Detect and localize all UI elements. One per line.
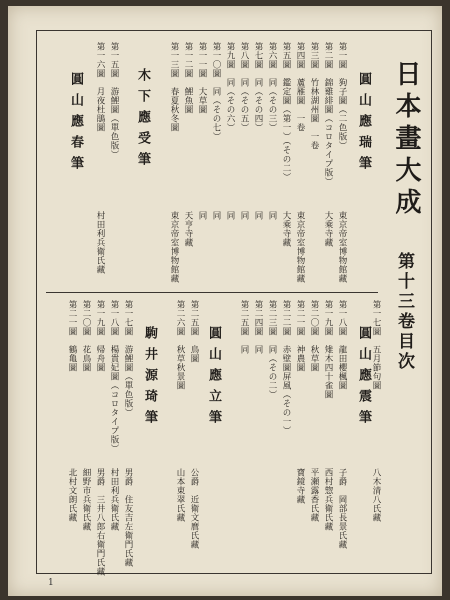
- komai-plate-18: 第一八圖 楊貴妃圖（コロタイプ版）: [109, 300, 119, 453]
- oshin-owner-4: 平瀬露香氏藏: [309, 468, 319, 522]
- owner-12: 東京帝室博物館藏: [169, 211, 179, 283]
- owner-2: 大乘寺藏: [323, 211, 333, 247]
- plate-1: 第一圖 狗子圖（二色版）: [337, 42, 347, 150]
- plate-11: 第一一圖 大草圖: [197, 42, 207, 114]
- oshin-owner-2: 子爵 岡部長景氏藏: [337, 468, 347, 549]
- komai-plate-19: 第一九圖 帰舟圖: [95, 300, 105, 372]
- oshin-owner-1: 八木清八氏藏: [371, 468, 381, 522]
- author-oshun: 圓山應春筆: [68, 72, 83, 177]
- komai-owner-3: 男爵 三井八郎右衛門氏藏: [95, 468, 105, 576]
- author-oshin: 圓山應震筆: [356, 326, 371, 431]
- oshin-plate-24: 第二四圖 同: [253, 300, 263, 354]
- plate-2: 第二圖 錦雞緋圖（コロタイプ版）: [323, 42, 333, 186]
- page-number: 1: [48, 578, 54, 588]
- owner-6: 同: [253, 211, 263, 220]
- komai-owner-2: 村田利兵衛氏藏: [109, 468, 119, 531]
- oshin-plate-22: 第二二圖 赤壁圖屏風（その一）: [281, 300, 291, 435]
- oshin-plate-19: 第一九圖 雉木四十雀圖: [323, 300, 333, 399]
- owner-9: 同: [211, 211, 221, 220]
- komai-owner-5: 北村文朗氏藏: [67, 468, 77, 522]
- owner-8: 同: [225, 211, 235, 220]
- section-divider: [46, 292, 378, 293]
- author-oritsu: 圓山應立筆: [206, 326, 221, 431]
- oshin-plate-17: 第一七圖 五月節句圖: [371, 300, 381, 390]
- book-title: 日本畫大成: [391, 60, 421, 220]
- owner-3: 東京帝室博物館藏: [295, 211, 305, 283]
- oshin-plate-25: 第二五圖 同: [239, 300, 249, 354]
- owner-5: 同: [267, 211, 277, 220]
- owner-7: 同: [239, 211, 249, 220]
- plate-4: 第四圖 蘆雁圖 一卷: [295, 42, 305, 132]
- plate-6: 第六圖 同（その三）: [267, 42, 277, 132]
- oshin-plate-18: 第一八圖 龍田櫻楓圖: [337, 300, 347, 390]
- oshin-plate-20: 第二〇圖 秋草圖: [309, 300, 319, 372]
- oritsu-plate-2: 第二六圖 秋草秋景圖: [175, 300, 185, 390]
- oshin-plate-23: 第二三圖 同（その二）: [267, 300, 277, 399]
- komai-owner-4: 細野市兵衛氏藏: [81, 468, 91, 531]
- owner-10: 同: [197, 211, 207, 220]
- komai-plate-17: 第一七圖 游鯉圖（單色版）: [123, 300, 133, 417]
- author-okyo: 圓山應瑞筆: [356, 72, 371, 177]
- plate-7: 第七圖 同（その四）: [253, 42, 263, 132]
- oritsu-owner-1: 公爵 近衛文麿氏藏: [189, 468, 199, 549]
- oritsu-owner-2: 山本東翠氏藏: [175, 468, 185, 522]
- komai-owner-1: 男爵 住友吉左衛門氏藏: [123, 468, 133, 567]
- oshin-owner-3: 西村惣兵衛氏藏: [323, 468, 333, 531]
- owner-1: 東京帝室博物館藏: [337, 211, 347, 283]
- kinoshita-plate-2: 第一六圖 月夜杜鵑圖: [95, 42, 105, 132]
- komai-plate-21: 第二一圖 鶴亀圖: [67, 300, 77, 372]
- oshin-owner-5: 寶鏡寺藏: [295, 468, 305, 504]
- plate-5: 第五圖 鑑定圖（第一）（その二）: [281, 42, 291, 182]
- kinoshita-owner: 村田利兵衛氏藏: [95, 211, 105, 274]
- owner-11: 天亨寺藏: [183, 211, 193, 247]
- oshin-plate-21: 第二一圖 神農圖: [295, 300, 305, 372]
- oritsu-plate-1: 第二五圖 鳥圖: [189, 300, 199, 363]
- author-kinoshita: 木下應受筆: [135, 68, 150, 173]
- plate-10: 第一〇圖 同（その七）: [211, 42, 221, 141]
- kinoshita-plate-1: 第一五圖 游鯉圖（單色版）: [109, 42, 119, 159]
- plate-9: 第九圖 同（その六）: [225, 42, 235, 132]
- komai-plate-20: 第二〇圖 花鳥圖: [81, 300, 91, 372]
- plate-13: 第一三圖 春夏秋冬圖: [169, 42, 179, 132]
- document-page: [8, 6, 442, 596]
- plate-3: 第三圖 竹林湖州圖 一卷: [309, 42, 319, 150]
- plate-8: 第八圖 同（その五）: [239, 42, 249, 132]
- volume-heading: 第十三卷目次: [394, 252, 414, 372]
- owner-4: 大乘寺藏: [281, 211, 291, 247]
- author-komai: 駒井源琦筆: [142, 326, 157, 431]
- plate-12: 第一二圖 鯉魚圖: [183, 42, 193, 114]
